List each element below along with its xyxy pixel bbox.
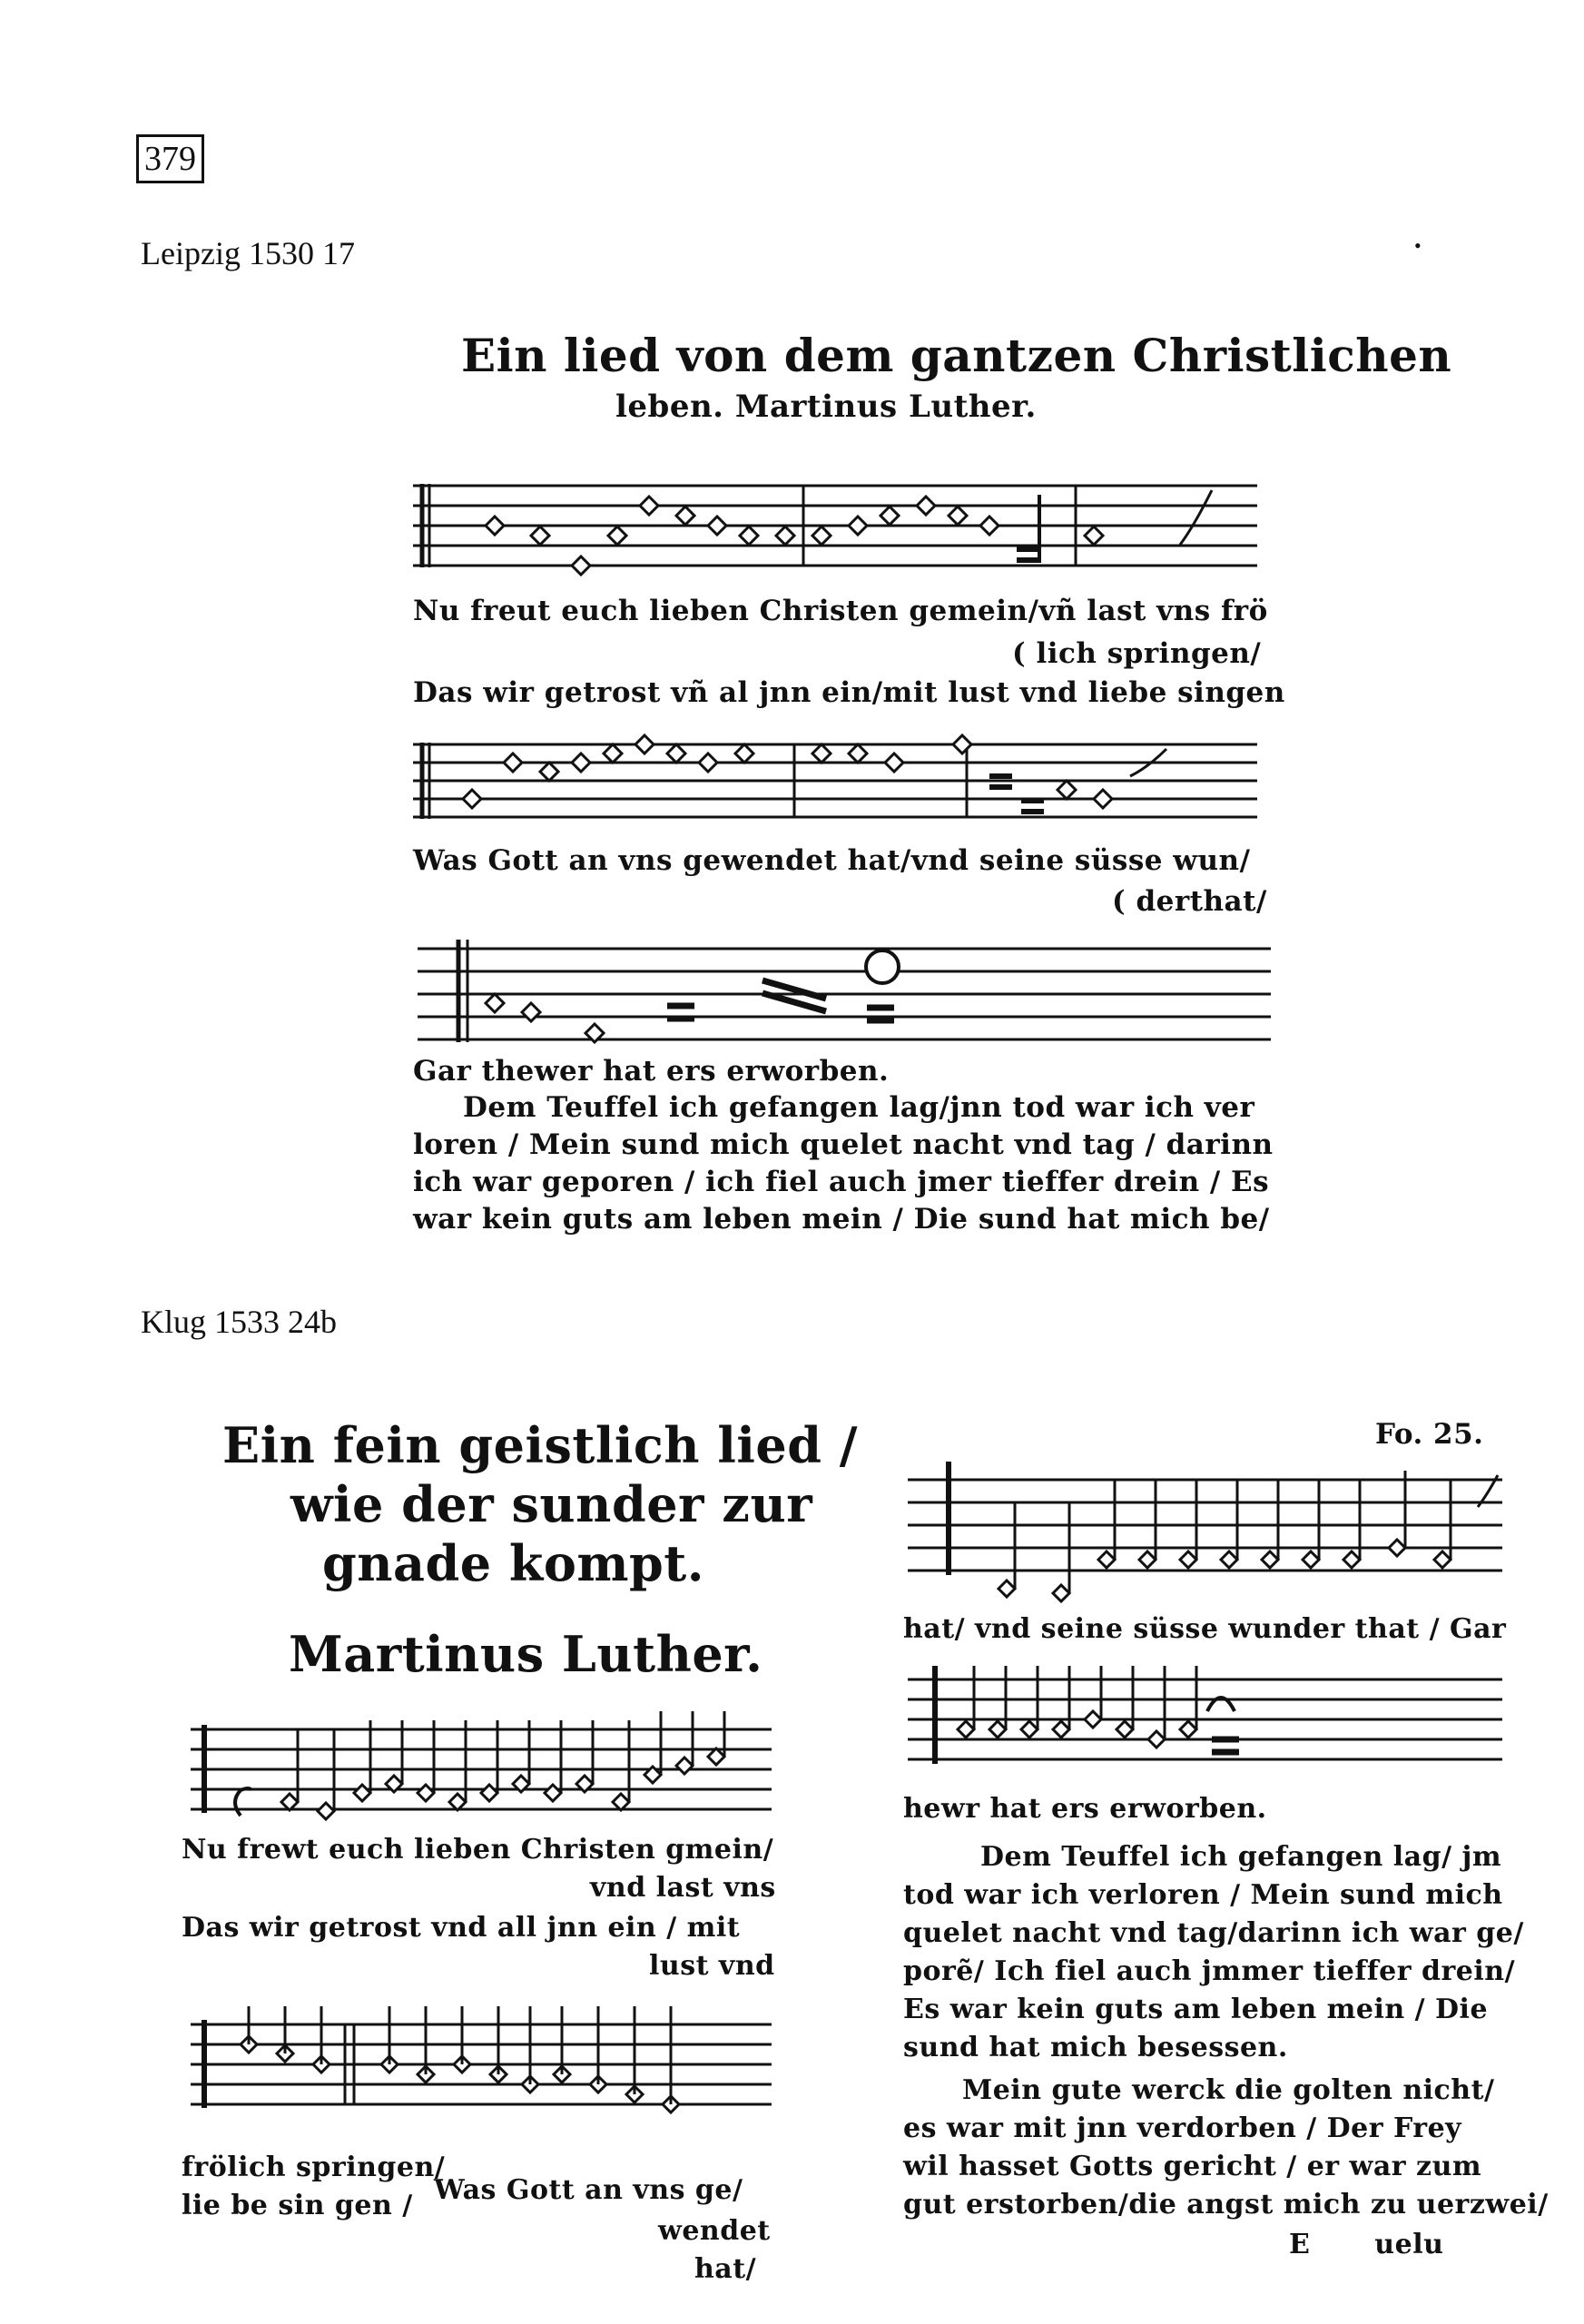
bottom-title-line1: Ein fein geistlich lied / [222,1416,858,1474]
bottom-right-lyric-1: hat/ vnd seine süsse wunder that / Gar [903,1613,1507,1645]
top-verse-4: war kein guts am leben mein / Die sund hat mich be/ [413,1203,1270,1236]
bottom-right-verse-8: es war mit jnn verdorben / Der Frey [903,2112,1462,2144]
bottom-left-staff-1 [191,1702,776,1829]
bottom-left-lyric-8: wendet [658,2215,771,2247]
top-lyric-4: Was Gott an vns gewendet hat/vnd seine süsse wun/ [413,844,1251,877]
folio-number: Fo. 25. [1375,1418,1484,1451]
bottom-left-lyric-2: vnd last vns [590,1872,776,1904]
top-lyric-6: Gar thewer hat ers erworben. [413,1055,890,1088]
bottom-right-verse-11: E uelu [1289,2229,1444,2260]
bottom-author: Martinus Luther. [289,1625,763,1683]
top-lyric-1: Nu freut euch lieben Christen gemein/vñ last vns frö [413,595,1268,627]
bottom-left-lyric-3: Das wir getrost vnd all jnn ein / mit [182,1912,741,1944]
source-label-top: Leipzig 1530 17 [141,235,355,271]
bottom-right-verse-2: tod war ich verloren / Mein sund mich [903,1879,1503,1911]
source-label-bottom: Klug 1533 24b [141,1304,337,1340]
bottom-right-verse-7: Mein gute werck die golten nicht/ [962,2074,1495,2106]
top-title-line1: Ein lied von dem gantzen Christlichen [461,329,1452,382]
bottom-left-lyric-7: Was Gott an vns ge/ [434,2174,743,2206]
bottom-left-lyric-5: frölich springen/ [182,2152,446,2183]
bottom-right-staff-1 [908,1452,1507,1602]
bottom-title-line3: gnade kompt. [322,1534,704,1592]
top-staff-2 [413,735,1262,835]
bottom-left-lyric-4: lust vnd [649,1950,775,1982]
top-lyric-3: Das wir getrost vñ al jnn ein/mit lust vnd liebe singen [413,676,1285,709]
bottom-right-verse-9: wil hasset Gotts gericht / er war zum [903,2151,1482,2182]
bottom-left-lyric-9: hat/ [694,2253,757,2285]
bottom-right-staff-2 [908,1657,1507,1784]
page-number: 379 [136,134,204,183]
bottom-right-verse-1: Dem Teuffel ich gefangen lag/ jm [980,1841,1502,1873]
top-verse-3: ich war geporen / ich fiel auch jmer tieffer drein / Es [413,1166,1270,1198]
bottom-left-lyric-1: Nu frewt euch lieben Christen gmein/ [182,1834,774,1866]
top-title-line2: leben. Martinus Luther. [615,389,1037,425]
top-verse-1: Dem Teuffel ich gefangen lag/jnn tod war ich ver [463,1091,1255,1124]
bottom-right-lyric-2: hewr hat ers erworben. [903,1793,1267,1825]
bottom-left-staff-2 [191,1997,776,2133]
top-lyric-5: ( derthat/ [1112,885,1267,918]
top-verse-2: loren / Mein sund mich quelet nacht vnd tag / darinn [413,1128,1274,1161]
bottom-right-verse-10: gut erstorben/die angst mich zu uerzwei/ [903,2189,1549,2221]
top-staff-1 [413,477,1262,590]
bottom-title-line2: wie der sunder zur [290,1475,813,1533]
bottom-right-verse-6: sund hat mich besessen. [903,2032,1288,2063]
bottom-right-verse-4: porẽ/ Ich fiel auch jmmer tieffer drein/ [903,1955,1516,1987]
bottom-left-lyric-6: lie be sin gen / [182,2190,413,2221]
top-staff-3 [418,926,1275,1062]
bottom-right-verse-5: Es war kein guts am leben mein / Die [903,1994,1489,2025]
dot-mark: • [1414,234,1422,257]
top-lyric-2: ( lich springen/ [1012,637,1262,670]
bottom-right-verse-3: quelet nacht vnd tag/darinn ich war ge/ [903,1917,1524,1949]
